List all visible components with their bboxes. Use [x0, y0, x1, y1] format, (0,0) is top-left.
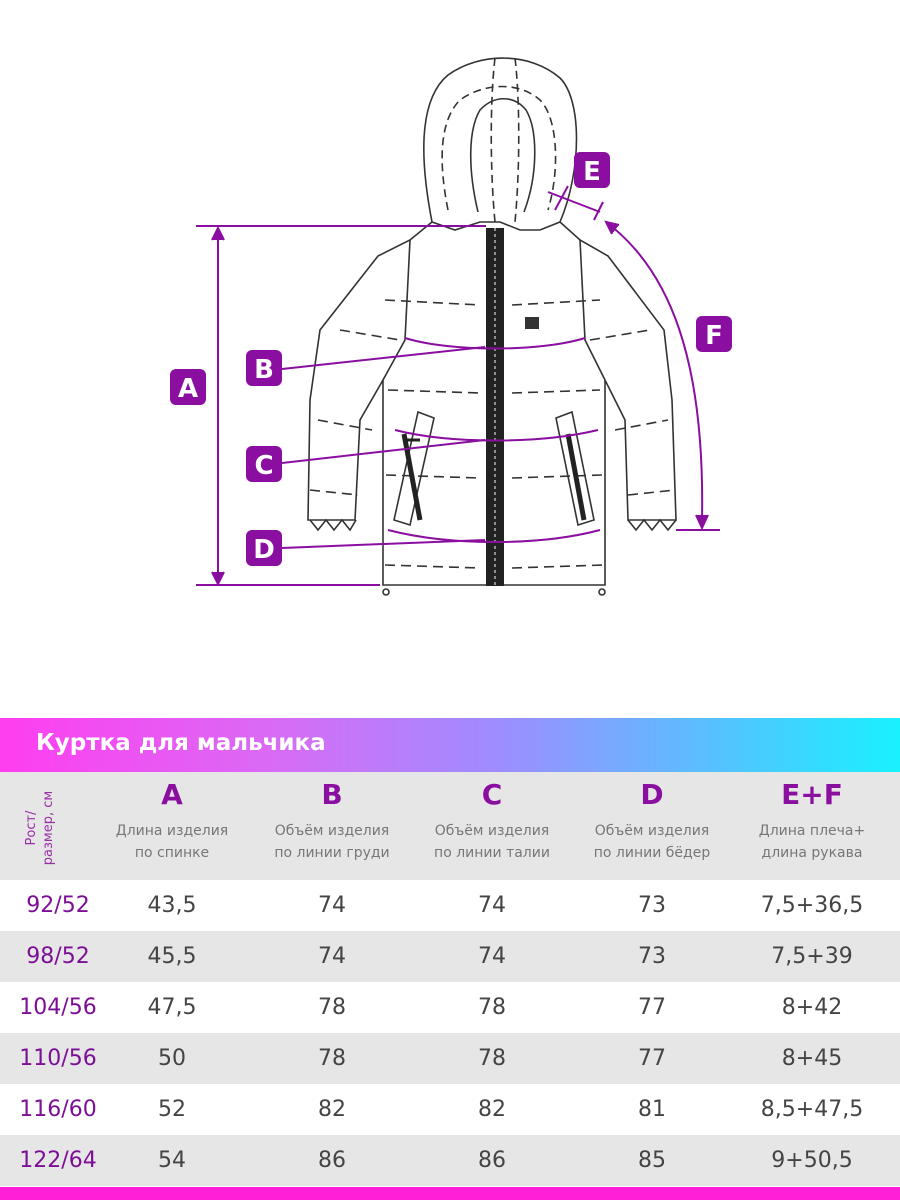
size-cell: 122/64 — [19, 1148, 97, 1173]
table-row — [0, 880, 900, 931]
size-cell: 98/52 — [26, 944, 90, 969]
value-ef-cell: 7,5+36,5 — [760, 893, 864, 918]
label-e-badge — [574, 152, 610, 188]
size-cell: 104/56 — [19, 995, 97, 1020]
value-ef-cell: 8+42 — [781, 995, 843, 1020]
value-c-cell: 74 — [478, 893, 506, 918]
column-desc-line-1: Длина плеча+ — [758, 823, 866, 839]
column-desc-line-2: по линии бёдер — [593, 845, 711, 861]
value-b-cell: 78 — [318, 1046, 346, 1071]
column-desc-line-2: по спинке — [134, 845, 210, 861]
column-letter: A — [161, 778, 183, 811]
column-header-d — [567, 778, 737, 864]
bottom-accent-bar — [0, 1187, 900, 1200]
value-c-cell: 86 — [478, 1148, 506, 1173]
table-title: Куртка для мальчика — [36, 730, 326, 756]
value-c-cell: 82 — [478, 1097, 506, 1122]
value-b-cell: 74 — [318, 944, 346, 969]
size-cell: 92/52 — [26, 893, 90, 918]
value-a-cell: 54 — [158, 1148, 186, 1173]
size-column-header — [8, 780, 72, 876]
value-d-cell: 73 — [638, 893, 666, 918]
table-title-banner — [0, 718, 900, 772]
value-d-cell: 77 — [638, 1046, 666, 1071]
column-header-b — [247, 778, 417, 864]
value-a-cell: 52 — [158, 1097, 186, 1122]
value-ef-cell: 8+45 — [781, 1046, 843, 1071]
svg-text:E: E — [583, 157, 601, 187]
table-row — [0, 1135, 900, 1186]
size-header-line-2: размер, см — [41, 790, 56, 866]
size-cell: 110/56 — [19, 1046, 97, 1071]
table-row — [0, 931, 900, 982]
value-ef-cell: 9+50,5 — [771, 1148, 853, 1173]
table-row — [0, 1084, 900, 1135]
column-desc-line-1: Объём изделия — [434, 823, 550, 839]
svg-text:F: F — [705, 321, 723, 351]
svg-text:D: D — [253, 535, 275, 565]
size-header-line-1: Рост/ — [24, 810, 39, 846]
value-b-cell: 82 — [318, 1097, 346, 1122]
column-desc-line-2: длина рукава — [761, 845, 863, 861]
column-header-a — [87, 778, 257, 864]
column-desc-line-1: Объём изделия — [594, 823, 710, 839]
value-a-cell: 43,5 — [147, 893, 197, 918]
column-desc-line-2: по линии груди — [274, 845, 390, 861]
value-a-cell: 45,5 — [147, 944, 197, 969]
table-row — [0, 982, 900, 1033]
column-letter: C — [481, 778, 503, 811]
value-a-cell: 47,5 — [147, 995, 197, 1020]
label-b-badge — [246, 350, 282, 386]
value-c-cell: 78 — [478, 1046, 506, 1071]
label-c-badge — [246, 446, 282, 482]
svg-text:B: B — [254, 355, 274, 385]
value-ef-cell: 7,5+39 — [771, 944, 853, 969]
label-f-badge — [696, 316, 732, 352]
value-ef-cell: 8,5+47,5 — [760, 1097, 864, 1122]
value-c-cell: 78 — [478, 995, 506, 1020]
value-d-cell: 77 — [638, 995, 666, 1020]
table-row — [0, 1033, 900, 1084]
column-desc-line-1: Длина изделия — [115, 823, 229, 839]
value-b-cell: 78 — [318, 995, 346, 1020]
column-header-ef — [727, 778, 897, 864]
column-desc-line-2: по линии талии — [434, 845, 550, 861]
size-table — [0, 718, 900, 1200]
svg-text:A: A — [177, 374, 199, 404]
value-d-cell: 81 — [638, 1097, 666, 1122]
value-b-cell: 86 — [318, 1148, 346, 1173]
value-d-cell: 85 — [638, 1148, 666, 1173]
svg-text:C: C — [254, 451, 274, 481]
column-letter: E+F — [781, 778, 843, 811]
value-b-cell: 74 — [318, 893, 346, 918]
column-header-c — [407, 778, 577, 864]
chest-logo-patch — [525, 317, 539, 329]
label-a-badge — [170, 369, 206, 405]
center-zipper — [486, 228, 504, 586]
value-d-cell: 73 — [638, 944, 666, 969]
column-desc-line-1: Объём изделия — [274, 823, 390, 839]
column-letter: B — [321, 778, 343, 811]
size-cell: 116/60 — [19, 1097, 97, 1122]
value-a-cell: 50 — [158, 1046, 186, 1071]
label-d-badge — [246, 530, 282, 566]
column-letter: D — [640, 778, 664, 811]
value-c-cell: 74 — [478, 944, 506, 969]
